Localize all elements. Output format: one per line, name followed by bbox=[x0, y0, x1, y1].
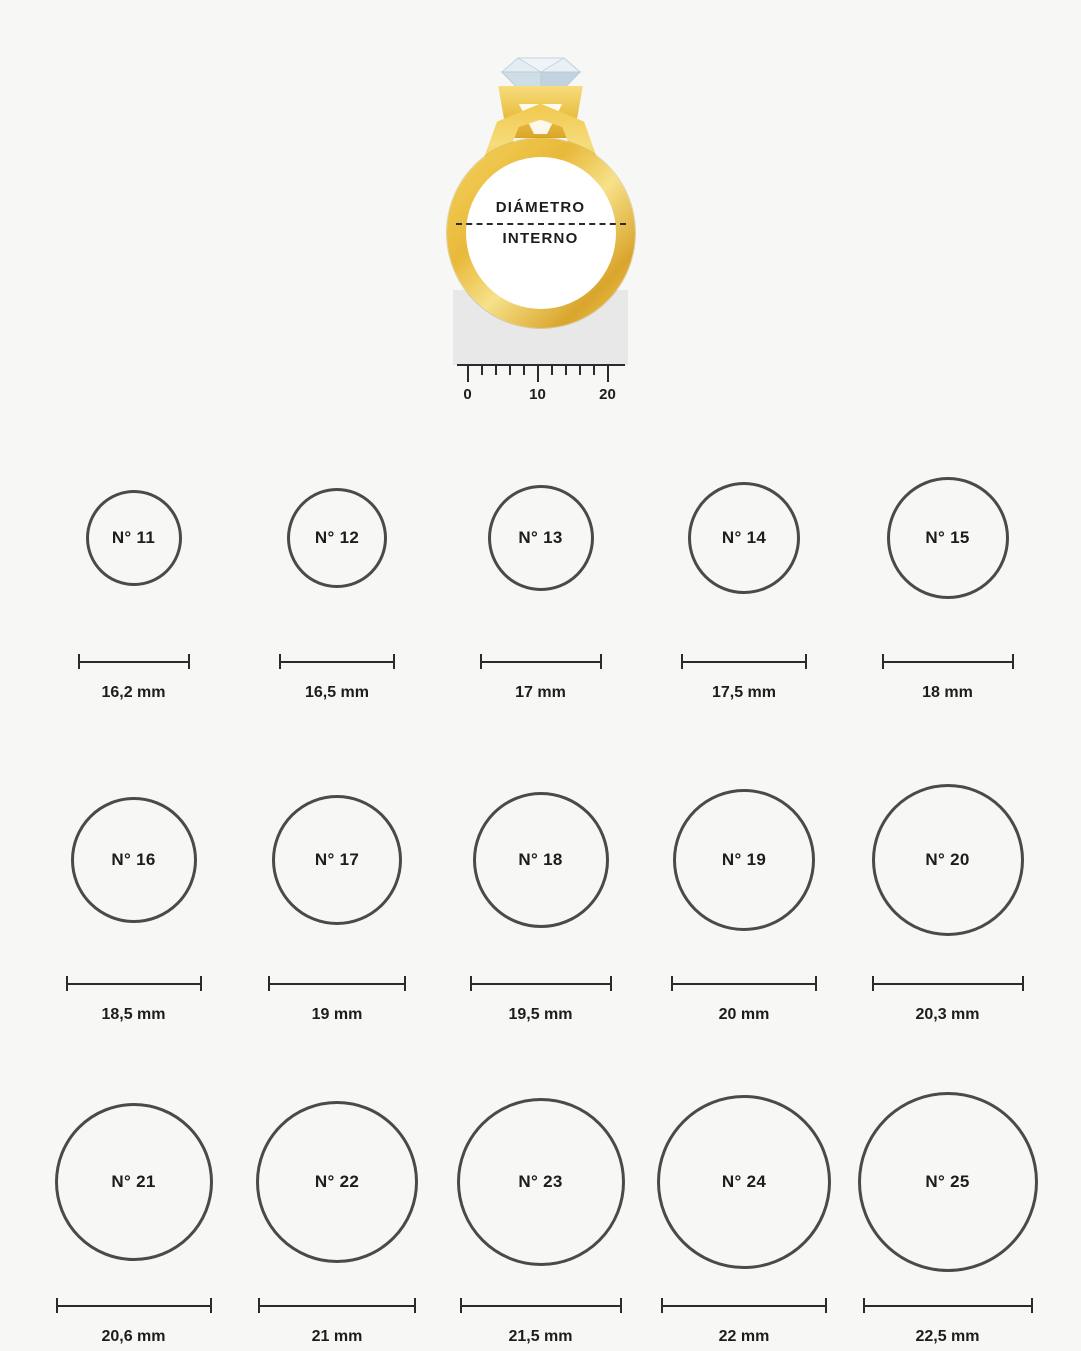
size-mm: 22 mm bbox=[718, 1328, 770, 1345]
size-mm: 20,3 mm bbox=[915, 1006, 980, 1023]
measure-bar bbox=[863, 1298, 1033, 1314]
size-item-24 bbox=[651, 1082, 837, 1346]
size-row bbox=[41, 760, 1041, 1024]
size-label: N° 14 bbox=[721, 528, 767, 547]
ruler-mark-0: 0 bbox=[463, 386, 472, 403]
ruler-mark-10: 10 bbox=[529, 386, 546, 403]
measure-bar bbox=[872, 976, 1024, 992]
size-row bbox=[41, 1082, 1041, 1346]
size-mm: 18,5 mm bbox=[101, 1006, 166, 1023]
size-item-12 bbox=[244, 438, 430, 702]
size-circle bbox=[86, 490, 182, 586]
size-item-21 bbox=[41, 1082, 227, 1346]
size-mm: 19 mm bbox=[311, 1006, 363, 1023]
label-interno: INTERNO bbox=[502, 229, 579, 247]
measure-bar bbox=[56, 1298, 212, 1314]
size-circle bbox=[256, 1101, 418, 1263]
size-label: N° 25 bbox=[925, 1172, 970, 1191]
measure-bar bbox=[460, 1298, 622, 1314]
ruler-mark-20: 20 bbox=[599, 386, 616, 403]
size-item-17 bbox=[244, 760, 430, 1024]
size-circle bbox=[488, 485, 594, 591]
label-diametro: DIÁMETRO bbox=[495, 199, 586, 216]
size-circle bbox=[71, 797, 197, 923]
size-label: N° 16 bbox=[111, 850, 156, 869]
size-label: N° 17 bbox=[314, 850, 360, 869]
size-label: N° 13 bbox=[518, 528, 563, 547]
size-item-15 bbox=[855, 438, 1041, 702]
measure-bar bbox=[268, 976, 406, 992]
measure-bar bbox=[882, 654, 1014, 670]
size-item-20 bbox=[855, 760, 1041, 1024]
size-mm: 16,5 mm bbox=[304, 684, 370, 701]
size-item-19 bbox=[651, 760, 837, 1024]
measure-bar bbox=[661, 1298, 827, 1314]
measure-bar bbox=[470, 976, 612, 992]
size-mm: 20,6 mm bbox=[101, 1328, 166, 1345]
inner-diameter-label bbox=[456, 200, 626, 247]
ruler bbox=[457, 350, 625, 408]
size-label: N° 18 bbox=[518, 850, 563, 869]
size-circle bbox=[887, 477, 1009, 599]
size-mm: 20 mm bbox=[718, 1006, 770, 1023]
size-item-22 bbox=[244, 1082, 430, 1346]
size-mm: 19,5 mm bbox=[508, 1006, 573, 1023]
size-item-23 bbox=[448, 1082, 634, 1346]
measure-bar bbox=[279, 654, 395, 670]
size-item-18 bbox=[448, 760, 634, 1024]
size-item-14 bbox=[651, 438, 837, 702]
size-item-25 bbox=[855, 1082, 1041, 1346]
size-mm: 16,2 mm bbox=[101, 684, 166, 701]
size-row bbox=[41, 438, 1041, 702]
size-item-11 bbox=[41, 438, 227, 702]
size-circle bbox=[473, 792, 609, 928]
size-circle bbox=[287, 488, 387, 588]
size-label: N° 11 bbox=[111, 528, 156, 547]
measure-bar bbox=[78, 654, 190, 670]
size-circle bbox=[272, 795, 402, 925]
size-circle bbox=[55, 1103, 213, 1261]
size-mm: 22,5 mm bbox=[915, 1328, 980, 1345]
size-item-13 bbox=[448, 438, 634, 702]
measure-bar bbox=[258, 1298, 416, 1314]
size-label: N° 12 bbox=[314, 528, 360, 547]
size-item-16 bbox=[41, 760, 227, 1024]
size-mm: 17,5 mm bbox=[711, 684, 777, 701]
ring-illustration bbox=[0, 0, 1081, 410]
measure-bar bbox=[480, 654, 602, 670]
diameter-dashed-line bbox=[456, 223, 626, 225]
size-mm: 21 mm bbox=[311, 1328, 363, 1345]
size-label: N° 21 bbox=[111, 1172, 156, 1191]
measure-bar bbox=[671, 976, 817, 992]
measure-bar bbox=[681, 654, 807, 670]
size-circle bbox=[858, 1092, 1038, 1272]
size-label: N° 22 bbox=[314, 1172, 360, 1191]
size-mm: 17 mm bbox=[515, 684, 566, 701]
size-grid bbox=[41, 410, 1041, 1346]
size-label: N° 23 bbox=[518, 1172, 563, 1191]
size-label: N° 19 bbox=[721, 850, 767, 869]
size-label: N° 20 bbox=[925, 850, 970, 869]
size-mm: 21,5 mm bbox=[508, 1328, 573, 1345]
size-circle bbox=[457, 1098, 625, 1266]
size-circle bbox=[657, 1095, 831, 1269]
measure-bar bbox=[66, 976, 202, 992]
size-label: N° 15 bbox=[925, 528, 970, 547]
size-label: N° 24 bbox=[721, 1172, 767, 1191]
size-circle bbox=[872, 784, 1024, 936]
size-circle bbox=[688, 482, 800, 594]
size-circle bbox=[673, 789, 815, 931]
size-mm: 18 mm bbox=[922, 684, 973, 701]
